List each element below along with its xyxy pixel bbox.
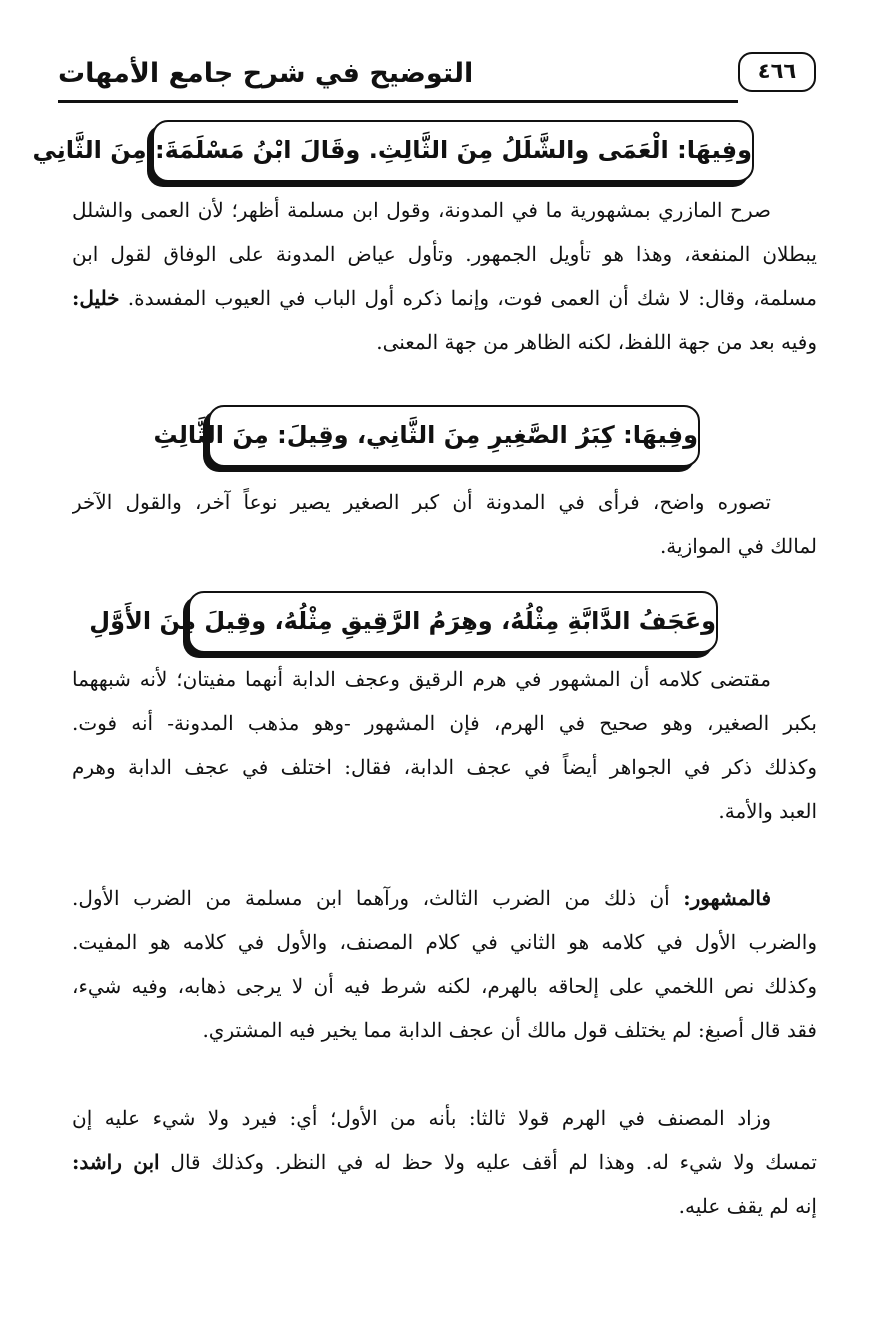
text-line	[72, 876, 817, 920]
author-name-ibn-rashid: ابن راشد:	[72, 1150, 160, 1174]
commentary-paragraph-5	[72, 1096, 817, 1228]
text-line: إنه لم يقف عليه.	[678, 1194, 817, 1218]
page-number: ٤٦٦	[738, 52, 816, 92]
text-line: صرح المازري بمشهورية ما في المدونة، وقول ابن مسلمة أظهر؛ لأن العمى والشلل	[72, 198, 771, 222]
text-line: مقتضى كلامه أن المشهور في هرم الرقيق وعجف الدابة أنهما مفيتان؛ لأنه شبههما	[72, 667, 771, 691]
book-title: التوضيح في شرح جامع الأمهات	[58, 58, 474, 89]
text-line	[72, 1140, 817, 1184]
text-span: مسلمة، وقال: لا شك أن العمى فوت، وإنما ذكره أول الباب في العيوب المفسدة.	[127, 286, 817, 310]
text-line: وكذلك نص اللخمي على إلحاقه بالهرم، لكنه شرط فيه أن لا يرجى ذهابه، وفيه شيء،	[72, 974, 817, 998]
text-line: وفيه بعد من جهة اللفظ، لكنه الظاهر من جهة المعنى.	[376, 330, 817, 354]
text-line: لمالك في الموازية.	[659, 534, 817, 558]
commentary-paragraph-4	[72, 876, 817, 1052]
matn-heading-1: وفِيهَا: الْعَمَى والشَّلَلُ مِنَ الثَّالِثِ. وقَالَ ابْنُ مَسْلَمَةَ: مِنَ الثَّانِي	[152, 120, 754, 182]
text-line	[72, 276, 817, 320]
author-name-khalil: خليل:	[72, 286, 120, 310]
text-line: فقد قال أصبغ: لم يختلف قول مالك أن عجف الدابة مما يخير فيه المشتري.	[202, 1018, 817, 1042]
text-span: أن ذلك من الضرب الثالث، ورآهما ابن مسلمة من الضرب الأول.	[72, 886, 670, 910]
text-line: وزاد المصنف في الهرم قولا ثالثا: بأنه من الأول؛ أي: فيرد ولا شيء عليه إن	[72, 1106, 771, 1130]
text-line: بكبر الصغير، وهو صحيح في الهرم، فإن المشهور -وهو مذهب المدونة- أنه فوت.	[72, 711, 817, 735]
text-line: العبد والأمة.	[718, 799, 817, 823]
header-divider	[58, 100, 738, 103]
commentary-paragraph-1	[72, 188, 817, 364]
commentary-paragraph-2	[72, 480, 817, 568]
matn-heading-2: وفِيهَا: كِبَرُ الصَّغِيرِ مِنَ الثَّانِي، وقِيلَ: مِنَ الثَّالِثِ	[208, 405, 700, 467]
term-almashhur: فالمشهور:	[683, 886, 772, 910]
text-line: وكذلك ذكر في الجواهر أيضاً في عجف الدابة، فقال: اختلف في عجف الدابة وهرم	[72, 755, 817, 779]
text-line: تصوره واضح، فرأى في المدونة أن كبر الصغير يصير نوعاً آخر، والقول الآخر	[72, 490, 771, 514]
commentary-paragraph-3	[72, 657, 817, 833]
text-span: تمسك ولا شيء له. وهذا لم أقف عليه ولا حظ له في النظر. وكذلك قال	[170, 1150, 817, 1174]
text-line: والضرب الأول في كلامه هو الثاني في كلام المصنف، والأول في كلامه هو المفيت.	[72, 930, 817, 954]
matn-heading-3: وعَجَفُ الدَّابَّةِ مِثْلُهُ، وهِرَمُ الرَّقِيقِ مِثْلُهُ، وقِيلَ مِنَ الأَوَّلِ	[188, 591, 718, 653]
page-header	[58, 50, 816, 104]
text-line: يبطلان المنفعة، وهذا هو تأويل الجمهور. وتأول عياض المدونة على الوفاق لقول ابن	[72, 242, 817, 266]
